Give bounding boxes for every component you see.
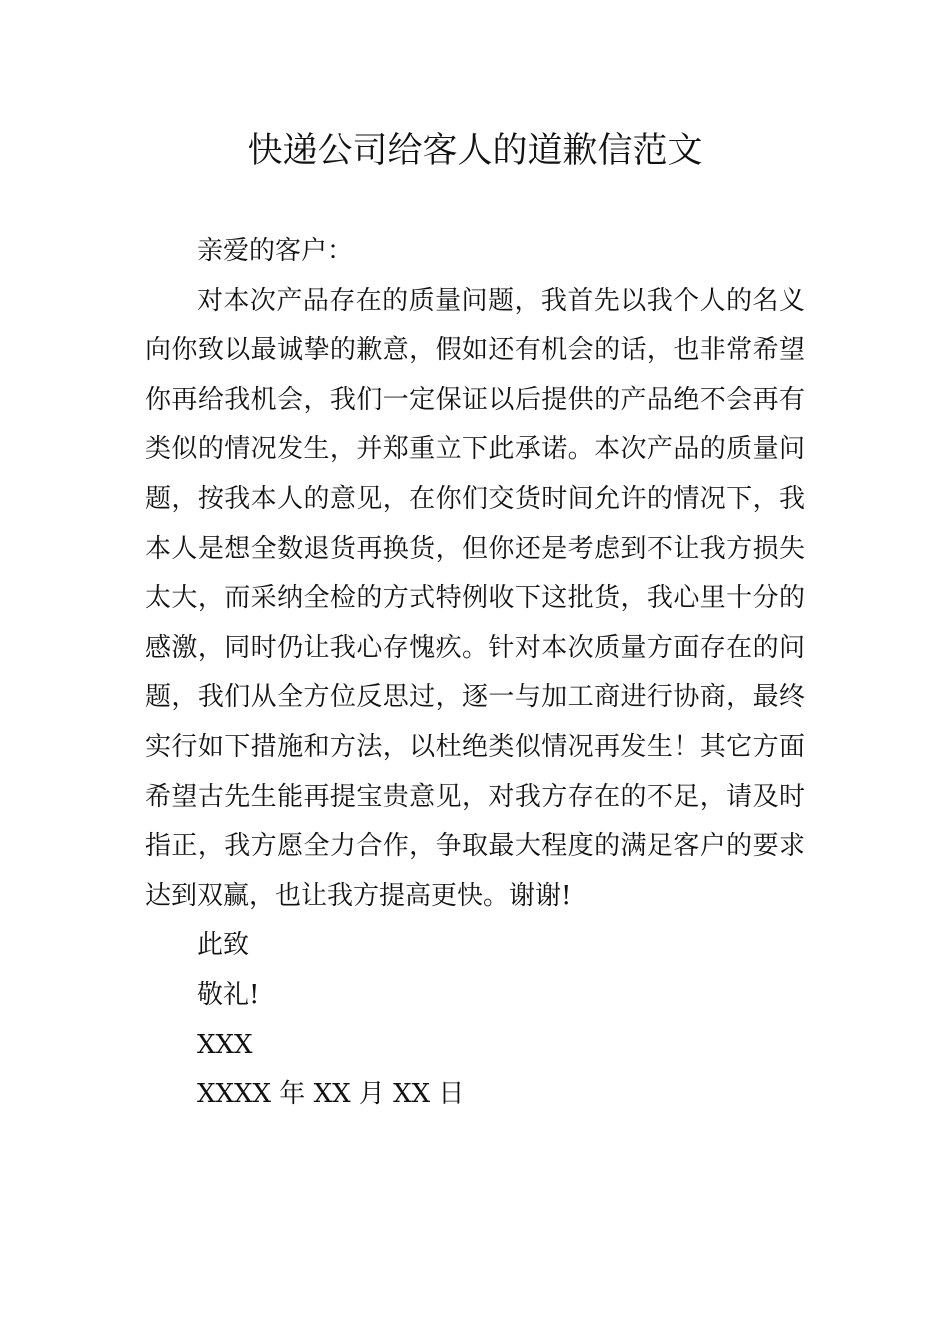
signature: XXX	[197, 1029, 253, 1060]
paragraph-line: 你再给我机会，我们一定保证以后提供的产品绝不会再有	[145, 384, 805, 415]
paragraph-line: 希望古先生能再提宝贵意见，对我方存在的不足，请及时	[145, 781, 805, 812]
paragraph-line: 类似的情况发生，并郑重立下此承诺。本次产品的质量问	[145, 434, 805, 465]
paragraph-line: 题，按我本人的意见，在你们交货时间允许的情况下，我	[145, 483, 805, 514]
paragraph-line: 题，我们从全方位反思过，逐一与加工商进行协商，最终	[145, 682, 805, 713]
salutation: 亲爱的客户：	[197, 236, 354, 266]
paragraph-line: 本人是想全数退货再换货，但你还是考虑到不让我方损失	[145, 533, 805, 564]
paragraph-line: 太大，而采纳全检的方式特例收下这批货，我心里十分的	[145, 583, 805, 614]
paragraph-line-last: 达到双赢，也让我方提高更快。谢谢!	[145, 880, 572, 911]
paragraph-line: 实行如下措施和方法，以杜绝类似情况再发生！其它方面	[145, 731, 805, 762]
paragraph-line: 指正，我方愿全力合作，争取最大程度的满足客户的要求	[145, 831, 805, 862]
regards: 敬礼!	[197, 979, 260, 1010]
closing: 此致	[197, 930, 250, 961]
paragraph-line: 对本次产品存在的质量问题，我首先以我个人的名义	[197, 285, 805, 316]
letter-body	[145, 227, 805, 1120]
document-title: 快递公司给客人的道歉信范文	[247, 131, 703, 171]
paragraph-line: 感激，同时仍让我心存愧疚。针对本次质量方面存在的问	[145, 632, 805, 663]
date: XXXX 年 XX 月 XX 日	[197, 1079, 465, 1110]
paragraph-line: 向你致以最诚挚的歉意，假如还有机会的话，也非常希望	[145, 335, 805, 366]
